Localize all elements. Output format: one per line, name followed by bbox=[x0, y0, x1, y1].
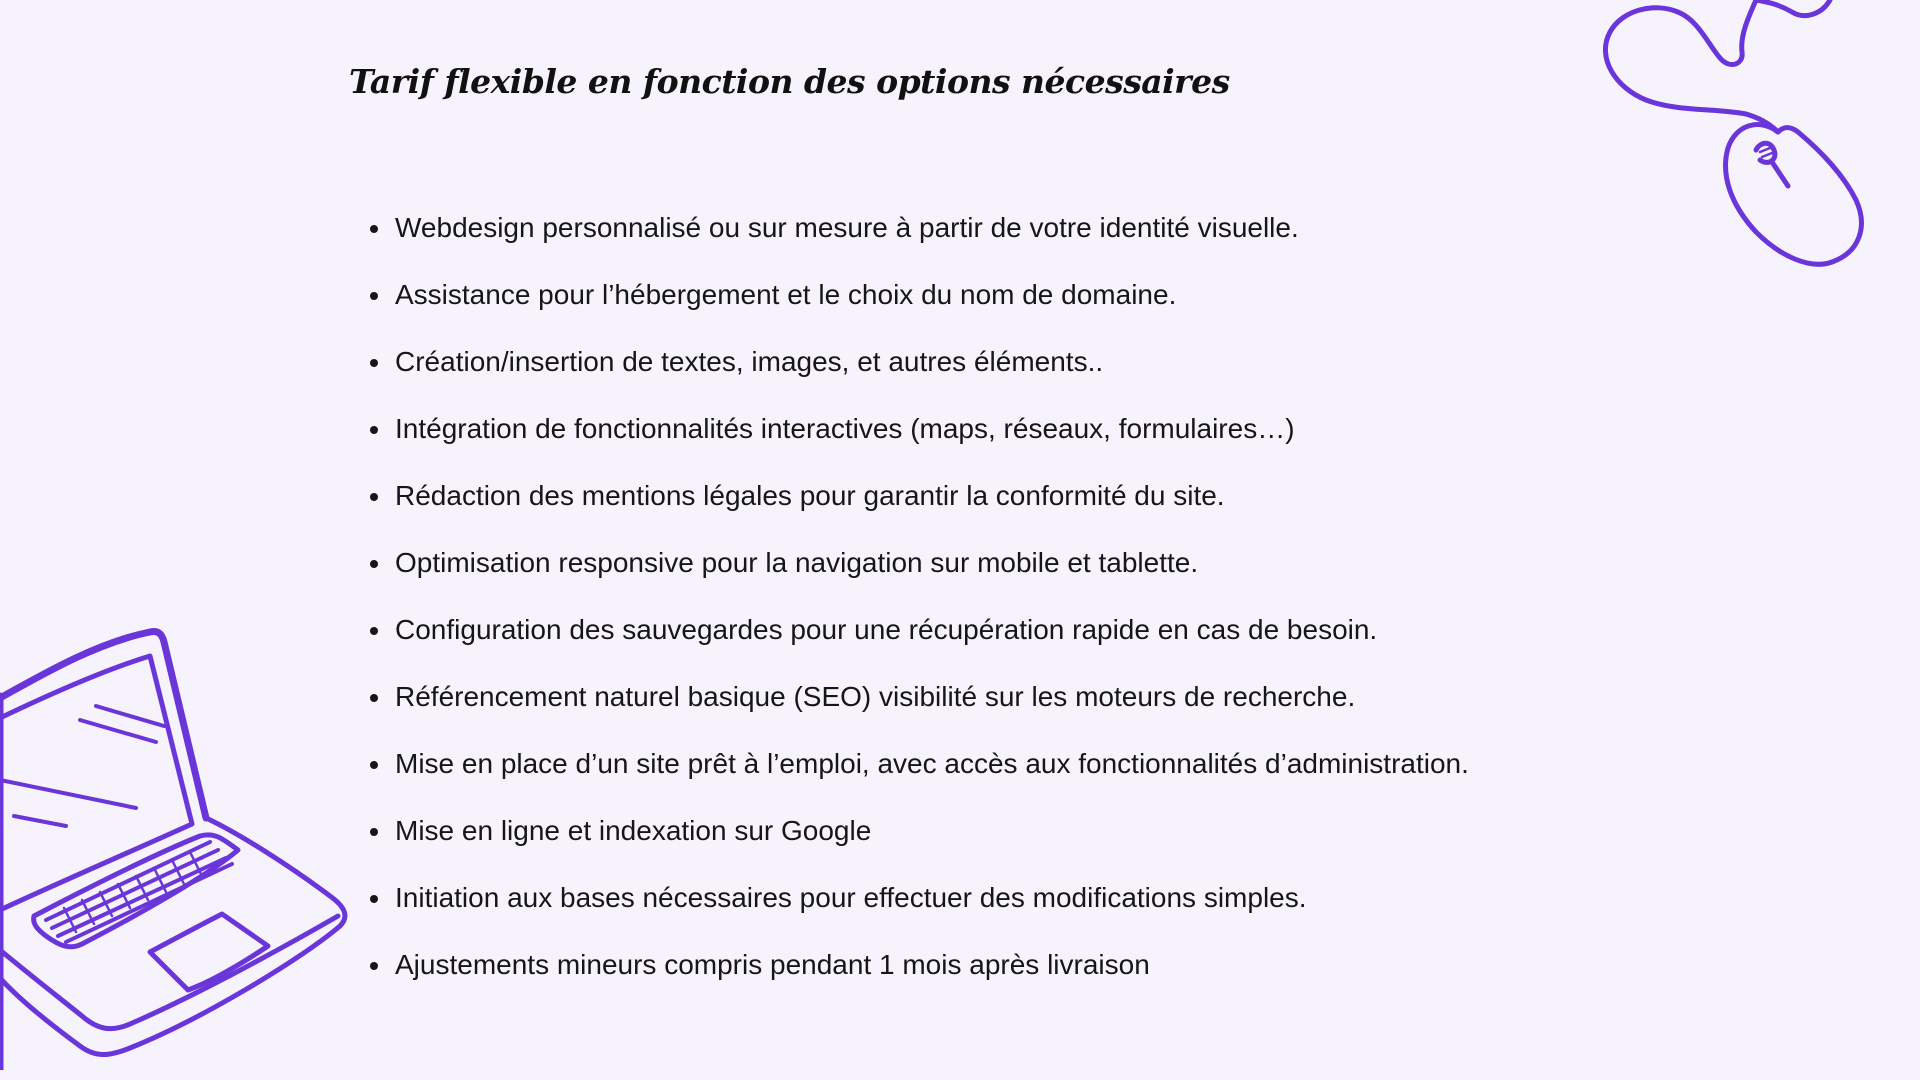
page-title: Tarif flexible en fonction des options nécessaires bbox=[349, 62, 1230, 101]
list-item: Initiation aux bases nécessaires pour effectuer des modifications simples. bbox=[395, 876, 1469, 943]
list-item: Ajustements mineurs compris pendant 1 mois après livraison bbox=[395, 943, 1469, 1010]
list-item: Création/insertion de textes, images, et autres éléments.. bbox=[395, 340, 1469, 407]
computer-mouse-icon bbox=[1560, 0, 1920, 280]
list-item: Référencement naturel basique (SEO) visibilité sur les moteurs de recherche. bbox=[395, 675, 1469, 742]
list-item: Intégration de fonctionnalités interactives (maps, réseaux, formulaires…) bbox=[395, 407, 1469, 474]
list-item: Mise en place d’un site prêt à l’emploi, avec accès aux fonctionnalités d’administration. bbox=[395, 742, 1469, 809]
list-item: Mise en ligne et indexation sur Google bbox=[395, 809, 1469, 876]
list-item: Rédaction des mentions légales pour garantir la conformité du site. bbox=[395, 474, 1469, 541]
list-item: Assistance pour l’hébergement et le choix du nom de domaine. bbox=[395, 273, 1469, 340]
feature-list bbox=[395, 206, 1469, 1010]
list-item: Configuration des sauvegardes pour une récupération rapide en cas de besoin. bbox=[395, 608, 1469, 675]
list-item: Webdesign personnalisé ou sur mesure à partir de votre identité visuelle. bbox=[395, 206, 1469, 273]
list-item: Optimisation responsive pour la navigation sur mobile et tablette. bbox=[395, 541, 1469, 608]
laptop-icon bbox=[0, 620, 360, 1070]
